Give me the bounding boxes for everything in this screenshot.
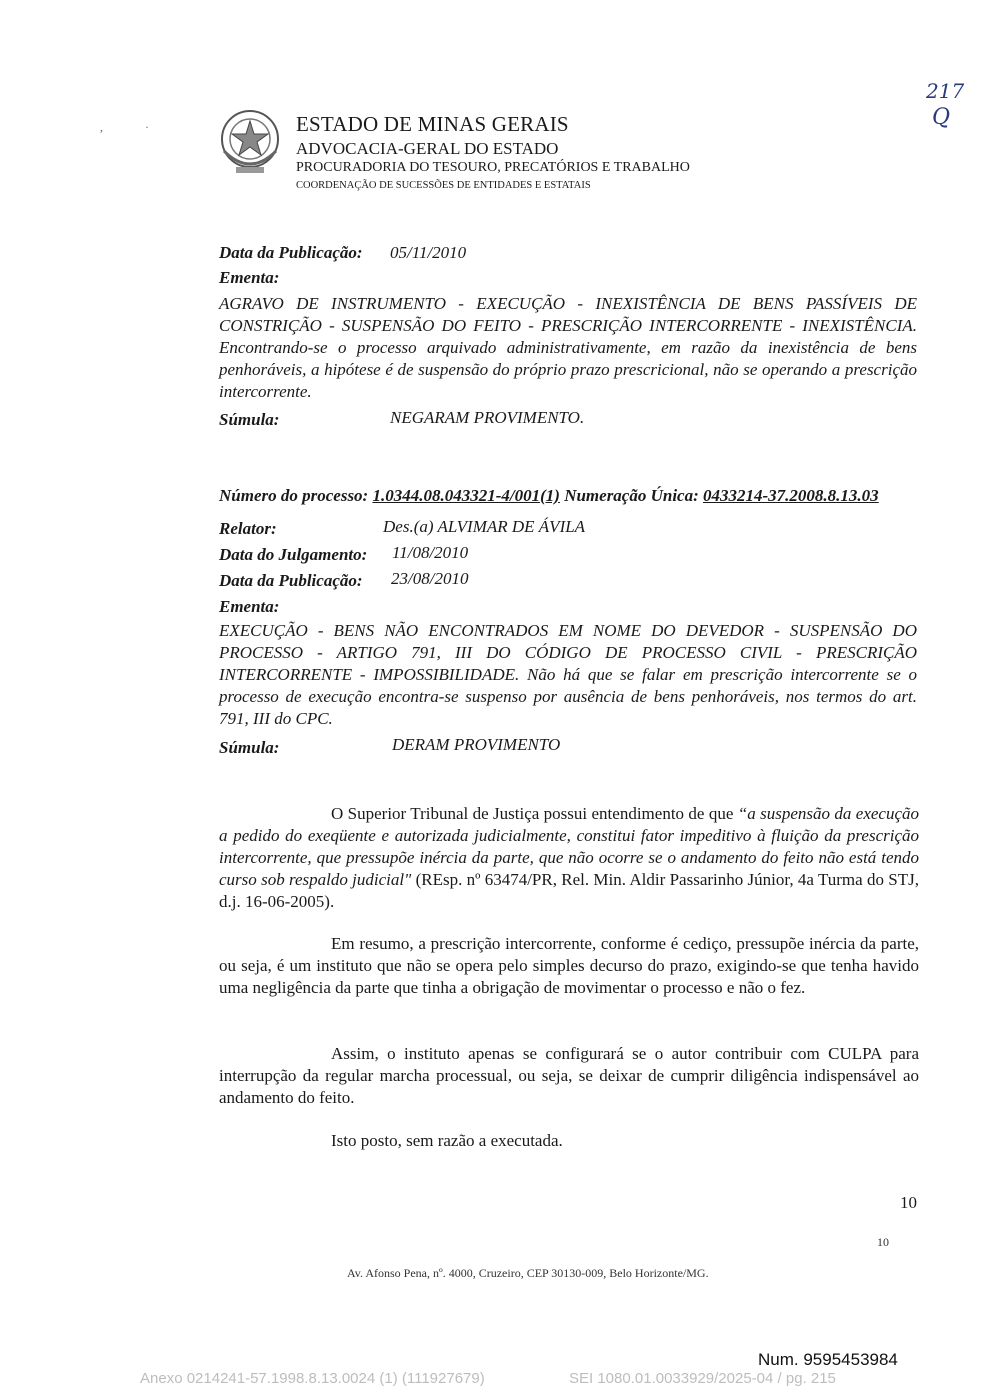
d2-relator-value: Des.(a) ALVIMAR DE ÁVILA [383,517,586,536]
p1-intro: O Superior Tribunal de Justiça possui entendimento de que [331,804,738,823]
p1-quote: “a suspensão da execução a pedido do exeqüente e autorizada judicialmente, constitui fator impeditivo à fluição da prescrição intercorrente, que pressupõe inércia da parte, que não ocorre se o andamento do feito não está tendo curso sob respaldo judicial" [219,804,920,889]
d2-sumula-value: DERAM PROVIMENTO [392,735,561,754]
d1-pub-value: 05/11/2010 [390,243,467,262]
d2-pub-label: Data da Publicação: [219,571,363,590]
header-coordenacao: COORDENAÇÃO DE SUCESSÕES DE ENTIDADES E ESTATAIS [296,180,591,191]
d1-sumula-value: NEGARAM PROVIMENTO. [390,408,585,427]
page-number-small: 10 [877,1235,889,1249]
d2-julg-label: Data do Julgamento: [219,545,368,564]
body-paragraph-1 [219,803,919,913]
d1-pub-label: Data da Publicação: [219,243,363,262]
handwritten-initial: Q [932,105,951,128]
stamp-sei: SEI 1080.01.0033929/2025-04 / pg. 215 [569,1370,836,1387]
page-number: 10 [900,1193,917,1212]
d2-relator-label: Relator: [219,519,277,538]
header-procuradoria: PROCURADORIA DO TESOURO, PRECATÓRIOS E TRABALHO [296,160,690,175]
d2-unica-value: 0433214-37.2008.8.13.03 [703,486,879,505]
handwritten-number: 217 [926,79,965,103]
coat-of-arms-icon [218,107,282,179]
d2-unica-label: Numeração Única: [564,486,699,505]
d1-ementa-text: AGRAVO DE INSTRUMENTO - EXECUÇÃO - INEXISTÊNCIA DE BENS PASSÍVEIS DE CONSTRIÇÃO - SUSPENSÃO DO FEITO - PRESCRIÇÃO INTERCORRENTE - INEXISTÊNCIA. Encontrando-se o processo arquivado administrativamente, em razão da inexistência de bens penhoráveis, a hipótese é de suspensão do próprio prazo prescricional, não se operando a prescrição intercorrente. [219,294,917,401]
stamp-annex: Anexo 0214241-57.1998.8.13.0024 (1) (111927679) [140,1370,485,1387]
footer-address: Av. Afonso Pena, nº. 4000, Cruzeiro, CEP 30130-009, Belo Horizonte/MG. [347,1266,709,1280]
d2-numero-label: Número do processo: [219,486,369,505]
d2-process-line [219,486,879,506]
d2-julg-value: 11/08/2010 [392,543,469,562]
d2-sumula-label: Súmula: [219,738,280,757]
stamp-num: Num. 9595453984 [758,1350,898,1369]
d1-sumula-label: Súmula: [219,410,280,429]
d2-pub-value: 23/08/2010 [391,569,469,588]
p1-ref: (REsp. nº 63474/PR, Rel. Min. Aldir Passarinho Júnior, 4a Turma do STJ, d.j. 16-06-2005). [219,870,919,911]
body-paragraph-2: Em resumo, a prescrição intercorrente, conforme é cediço, pressupõe inércia da parte, ou seja, é um instituto que não se opera pelo simples decurso do prazo, exigindo-se que tenha havido uma negligência da parte que tinha a obrigação de movimentar o processo e não o fez. [219,934,919,997]
body-paragraph-4: Isto posto, sem razão a executada. [331,1131,563,1150]
body-paragraph-3: Assim, o instituto apenas se configurará se o autor contribuir com CULPA para interrupção da regular marcha processual, ou seja, se deixar de cumprir diligência indispensável ao andamento do feito. [219,1044,919,1107]
d2-ementa-text: EXECUÇÃO - BENS NÃO ENCONTRADOS EM NOME DO DEVEDOR - SUSPENSÃO DO PROCESSO - ARTIGO 791, III DO CÓDIGO DE PROCESSO CIVIL - PRESCRIÇÃO INTERCORRENTE - IMPOSSIBILIDADE. Não há que se falar em prescrição intercorrente se o processo de execução encontra-se suspenso por ausência de bens penhoráveis, nos termos do art. 791, III do CPC. [219,621,917,728]
header-agency: ADVOCACIA-GERAL DO ESTADO [296,139,559,158]
d2-ementa-label: Ementa: [219,597,280,616]
d1-ementa-label: Ementa: [219,268,280,287]
handwritten-page-mark [922,76,972,128]
header-state: ESTADO DE MINAS GERAIS [296,112,569,136]
scan-marks: , · [100,120,149,134]
d2-numero-value: 1.0344.08.043321-4/001(1) [372,486,560,505]
